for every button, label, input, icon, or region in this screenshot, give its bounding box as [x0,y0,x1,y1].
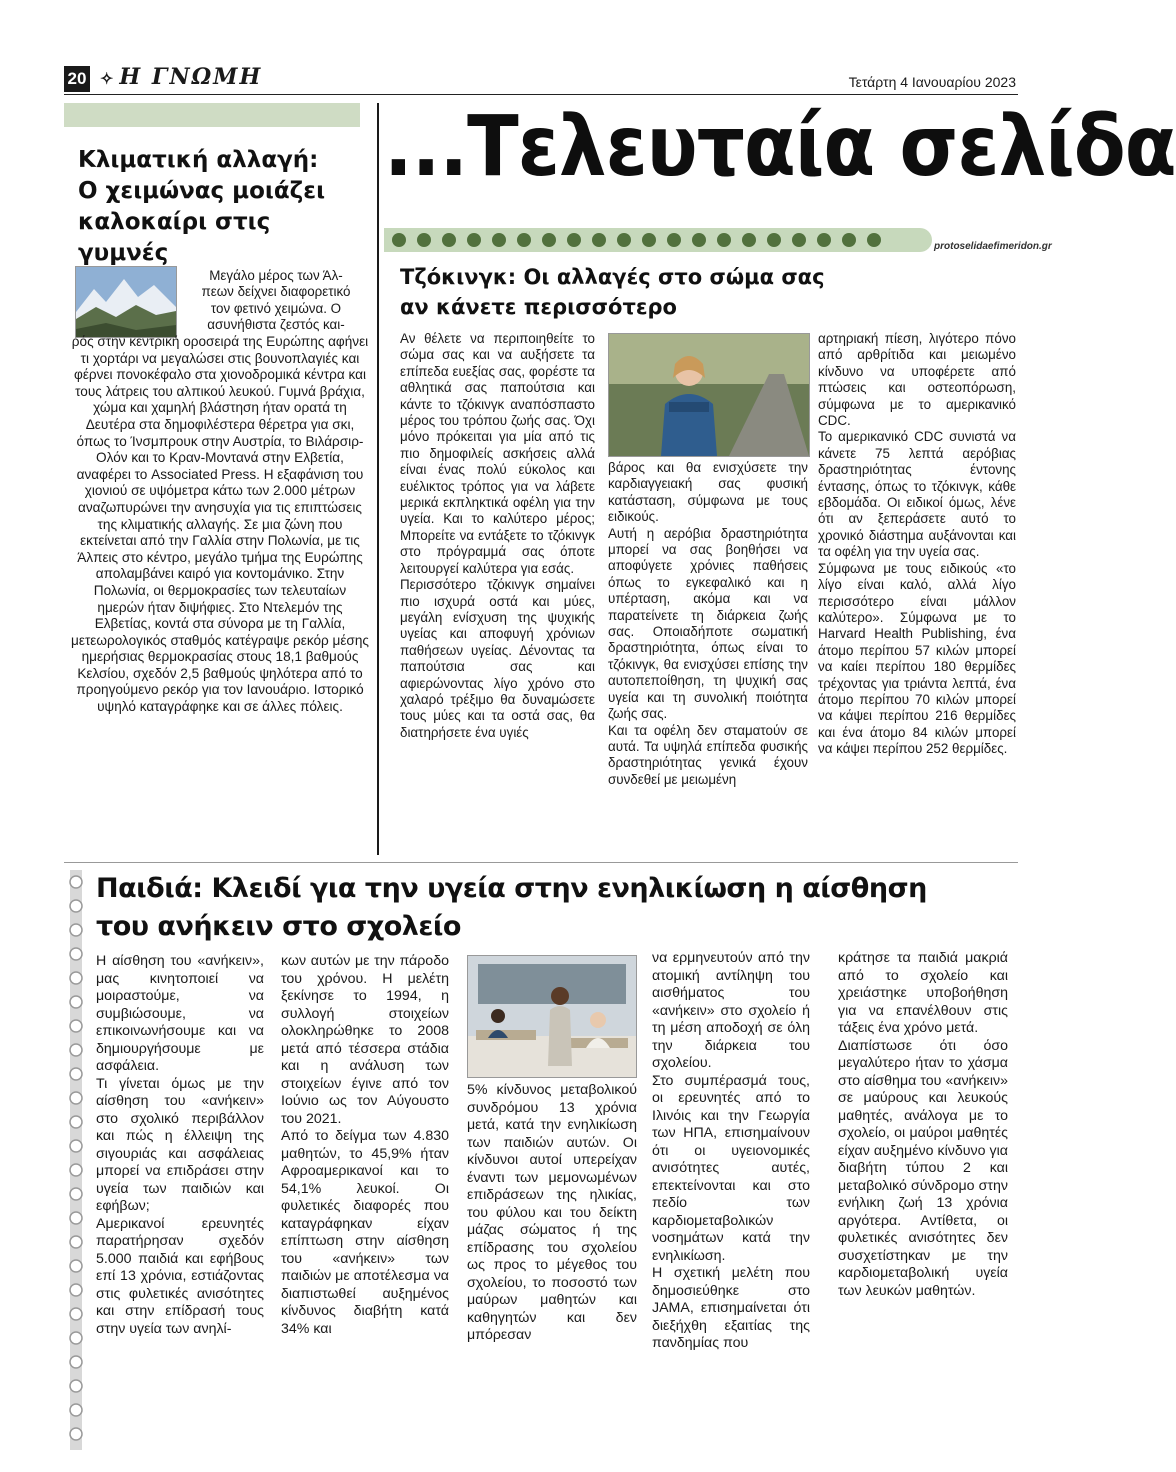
paragraph: Αν θέλετε να περιποιηθείτε το σώμα σας και να αυξήσετε τα επίπεδα ευεξίας σας, φορέστε τα αθλητικά σας παπούτσια και κάντε το τζόκινγκ αναπόσπαστο μέρος του τρόπου ζωής σας. Όχι μόνο πρόκειται για μία από τις πιο δημοφιλείς ασκήσεις αλλά είναι ένας πολύ εύκολος και ευέλικτος τρόπος για να λάβετε μερικά εκπληκτικά οφέλη για την υγεία. Και το καλύτερο μέρος; Μπορείτε να εντάξετε το τζόκινγκ στο πρόγραμμά σας όποτε λειτουργεί καλύτερα για εσάς. [400,331,595,576]
section-title: ...Τελευταία σελίδα [384,97,1176,195]
alps-title-line: καλοκαίρι στις γυμνές [78,209,271,266]
paragraph: Η σχετική μελέτη που δημοσιεύθηκε στο JAMA, επισημαίνεται ότι διεξήχθη εξαιτίας της πανδημίας που [652,1265,810,1351]
site-credit: protoselidaefimeridon.gr [934,241,1052,252]
header-rule [64,94,1018,95]
jogging-header-band [384,228,932,252]
paragraph: Αμερικανοί ερευνητές παρατήρησαν σχεδόν 5.000 παιδιά και εφήβους επί 13 χρόνια, εστιάζοντας στις φυλετικές ανισότητες και στην επίδρασή τους στην υγεία των ανηλί- [96,1215,264,1337]
paragraph: Το αμερικανικό CDC συνιστά να κάνετε 75 λεπτά αερόβιας δραστηριότητας έντονης έντασης, όπως το τζόκινγκ, κάθε εβδομάδα. Οι ειδικοί όμως, λένε ότι αν ξεπεράσετε αυτό το χρονικό διάστημα αυξάνονται και τα οφέλη για την υγεία σας. [818,429,1016,560]
dateline: Τετάρτη 4 Ιανουαρίου 2023 [848,74,1016,90]
paragraph: Διαπίστωσε ότι όσο μεγαλύτερο ήταν το χάσμα στο αίσθημα του «ανήκειν» σε μαύρους και λευκούς μαθητές, ανάλογα με το σχολείο, οι μαύροι μαθητές είχαν αυξημένο κίνδυνο για διαβήτη τύπου 2 και μεταβολικό σύνδρομο στην ενήλικη ζωή 13 χρόνια αργότερα. Αντίθετα, οι φυλετικές ανισότητες δεν συσχετίστηκαν με την καρδιομεταβολική υγεία των λευκών μαθητών. [838,1037,1008,1299]
ring-binding-decoration [64,870,86,1450]
jogging-title [400,262,960,322]
paragraph: Στο συμπέρασμά τους, οι ερευνητές από το Ιλινόις και την Γεωργία των ΗΠΑ, επισημαίνουν ότι οι υγειονομικές ανισότητες αυτές, επεκτείνονται και στο πεδίο των καρδιομεταβολικών νοσημάτων κατά την ενηλικίωση. [652,1072,810,1264]
paragraph: Περισσότερο τζόκινγκ σημαίνει πιο ισχυρά οστά και μύες, μεγάλη ενίσχυση της ψυχικής υγείας και αποφυγή χρόνιων παθήσεων υγείας. Δένοντας τα παπούτσια σας και αφιερώνοντας λίγο χρόνο στο χαλαρό τρέξιμο θα δυναμώσετε τους μύες και τα οστά σας, θα διατηρήσετε ένα υγιές [400,577,595,740]
school-title [96,870,1016,946]
jogging-col-2 [608,460,808,788]
paragraph: Η αίσθηση του «ανήκειν», μας κινητοποιεί να μοιραστούμε, να συμβιώσουμε, να επικοινωνήσουμε και να δημιουργήσουμε με ασφάλεια. [96,953,264,1074]
masthead-label: Η ΓΝΩΜΗ [119,64,263,90]
alps-intro-line: ασυνήθιστα ζεστός και- [207,317,345,333]
paragraph: να ερμηνευτούν από την ατομική αντίληψη του αισθήματος του «ανήκειν» στο σχολείο ή τη μέση αποδοχή σε όλη την διάρκεια του σχολείου. [652,950,810,1071]
jogging-col-1 [400,331,595,741]
page-number: 20 [64,66,90,92]
paragraph: κράτησε τα παιδιά μακριά από το σχολείο και χρειάστηκε υποβοήθηση για να επανέλθουν στις τάξεις ένα χρόνο μετά. [838,950,1008,1036]
paragraph: κων αυτών με την πάροδο του χρόνου. Η μελέτη ξεκίνησε το 1994, η συλλογή στοιχείων ολοκληρώθηκε το 2008 μετά από τέσσερα στάδια και η ανάλυση των στοιχείων έγινε από τον Ιούνιο ως τον Αύγουστο του 2021. [281,953,449,1127]
paragraph: Και τα οφέλη δεν σταματούν σε αυτά. Τα υψηλά επίπεδα φυσικής δραστηριότητας γενικά έχουν συνδεθεί με μειωμένη [608,722,808,787]
alps-intro [182,268,370,334]
school-title-line: Παιδιά: Κλειδί για την υγεία στην ενηλικίωση η αίσθηση [96,873,927,904]
paragraph: Σύμφωνα με τους ειδικούς «το λίγο είναι καλό, αλλά λίγο περισσότερο είναι μάλλον καλύτερο». Σύμφωνα με το Harvard Health Publishing, ένα άτομο περίπου 57 κιλών μπορεί να καίει περίπου 180 θερμίδες τρέχοντας για τριάντα λεπτά, ένα άτομο περίπου 70 κιλών μπορεί να κάψει περίπου 216 θερμίδες και ένα άτομο 84 κιλών μπορεί να κάψει περίπου 252 θερμίδες. [818,560,1016,757]
alps-title-line: Κλιματική αλλαγή: [78,147,319,173]
paragraph: Αυτή η αερόβια δραστηριότητα μπορεί να σας βοηθήσει να αποφύγετε χρόνιες παθήσεις όπως το εγκεφαλικό και η υπέρταση, ακόμα και να παρατείνετε τη διάρκεια ζωής σας. Οποιαδήποτε σωματική δραστηριότητα, όπως είναι το τζόκινγκ, θα ενισχύσει επίσης την αυτοπεποίθηση, τη ψυχική σας υγεία και τη συνολική ποιότητα ζωής σας. [608,525,808,722]
alps-intro-line: πεων δείχνει διαφορετικό [201,284,351,300]
paragraph: αρτηριακή πίεση, λιγότερο πόνο από αρθρίτιδα και μειωμένο κίνδυνο να υποφέρετε από πτώσεις και οστεοπόρωση, σύμφωνα με το αμερικανικό CDC. [818,331,1016,429]
paragraph: βάρος και θα ενισχύσετε την καρδιαγγειακή σας φυσική κατάσταση, σύμφωνα με τους ειδικούς. [608,460,808,525]
jogging-title-line: Τζόκινγκ: Οι αλλαγές στο σώμα σας [400,265,825,289]
school-col-4 [652,950,810,1353]
jogging-title-line: αν κάνετε περισσότερο [400,295,677,319]
paragraph: Από το δείγμα των 4.830 μαθητών, το 45,9% ήταν Αφροαμερικανοί και το 54,1% λευκοί. Οι φυλετικές διαφορές που καταγράφηκαν είχαν επίπτωση στην αίσθηση του «ανήκειν» των παιδιών με αποτέλεσμα να διαπιστωθεί αυξημένος κίνδυνος διαβήτη κατά 34% και [281,1128,449,1337]
jogging-col-3 [818,331,1016,758]
decorative-dots [392,233,881,247]
alps-intro-line: Μεγάλο μέρος των Άλ- [209,268,343,283]
alps-intro-line: τον φετινό χειμώνα. Ο [210,300,342,316]
alps-body: ρός στην κεντρική οροσειρά της Ευρώπης αφήνει τι χορτάρι να μεγαλώσει στις βουνοπλαγιές και φέρνει πονοκέφαλο στα χιονοδρομικά κέντρα και τους λάτρεις του αλπικού λευκού. Γυμνά βράχια, χώμα και χαμηλή βλάστηση ήταν ορατά τη Δευτέρα στα δημοφιλέστερα θέρετρα για σκι, όπως το Ίνσμπρουκ στην Αυστρία, το Βιλάρσιρ-Ολόν και το Κραν-Μοντανά στην Ελβετία, αναφέρει το Associated Press. Η εξαφάνιση του χιονιού σε υψόμετρα κάτω των 2.000 μέτρων αναζωπυρώνει την ανησυχία για τις επιπτώσεις της κλιματικής αλλαγής. Σε μια ζώνη που εκτείνεται από την Γαλλία στην Πολωνία, με τις Άλπεις στο κέντρο, μεγάλο τμήμα της Ευρώπης απολαμβάνει καιρό για κοντομάνικο. Στην Πολωνία, οι θερμοκρασίες των τελευταίων ημερών ήταν διψήφιες. Στο Ντελεμόν της Ελβετίας, κοντά στα σύνορα με τη Γαλλία, μετεωρολογικός σταθμός κατέγραψε ρεκόρ μέσης ημερήσιας θερμοκρασίας στους 18,1 βαθμούς Κελσίου, σχεδόν 2,5 βαθμούς ψηλότερα από το προηγούμενο ρεκόρ για τον Ιανουάριο. Ιστορικό υψηλό καταγράφηκε και σε άλλες πόλεις. [71,334,369,715]
alps-photo [75,266,177,338]
paragraph: Τι γίνεται όμως με την αίσθηση του «ανήκειν» στο σχολικό περιβάλλον και πώς η έλλειψη της σιγουριάς και ασφάλειας μπορεί να επιδράσει στην υγεία των παιδιών και εφήβων; [96,1075,264,1214]
alps-title-line: Ο χειμώνας μοιάζει [78,178,326,204]
school-col-5 [838,950,1008,1300]
school-title-line: του ανήκειν στο σχολείο [96,911,461,942]
classroom-photo [467,955,637,1078]
paragraph: 5% κίνδυνος μεταβολικού συνδρόμου 13 χρόνια μετά, κατά την ενηλικίωση των παιδιών αυτών. Οι κίνδυνοι αυτοί υπερείχαν έναντι των μεμονωμένων επιδράσεων της ηλικίας, του φύλου και του δείκτη μάζας σώματος ή της επίδρασης του σχολείου ως προς το μέγεθος του σχολείου, το ποσοστό των μαύρων μαθητών και καθηγητών και δεν μπόρεσαν [467,1082,637,1343]
alps-header-band [64,103,360,127]
masthead [100,64,262,90]
column-divider [377,103,379,855]
jogger-photo [608,333,810,457]
school-col-1 [96,953,264,1338]
school-col-3 [467,1082,637,1345]
school-col-2 [281,953,449,1338]
section-divider [64,862,1018,863]
bird-icon: ✧ [100,69,116,88]
